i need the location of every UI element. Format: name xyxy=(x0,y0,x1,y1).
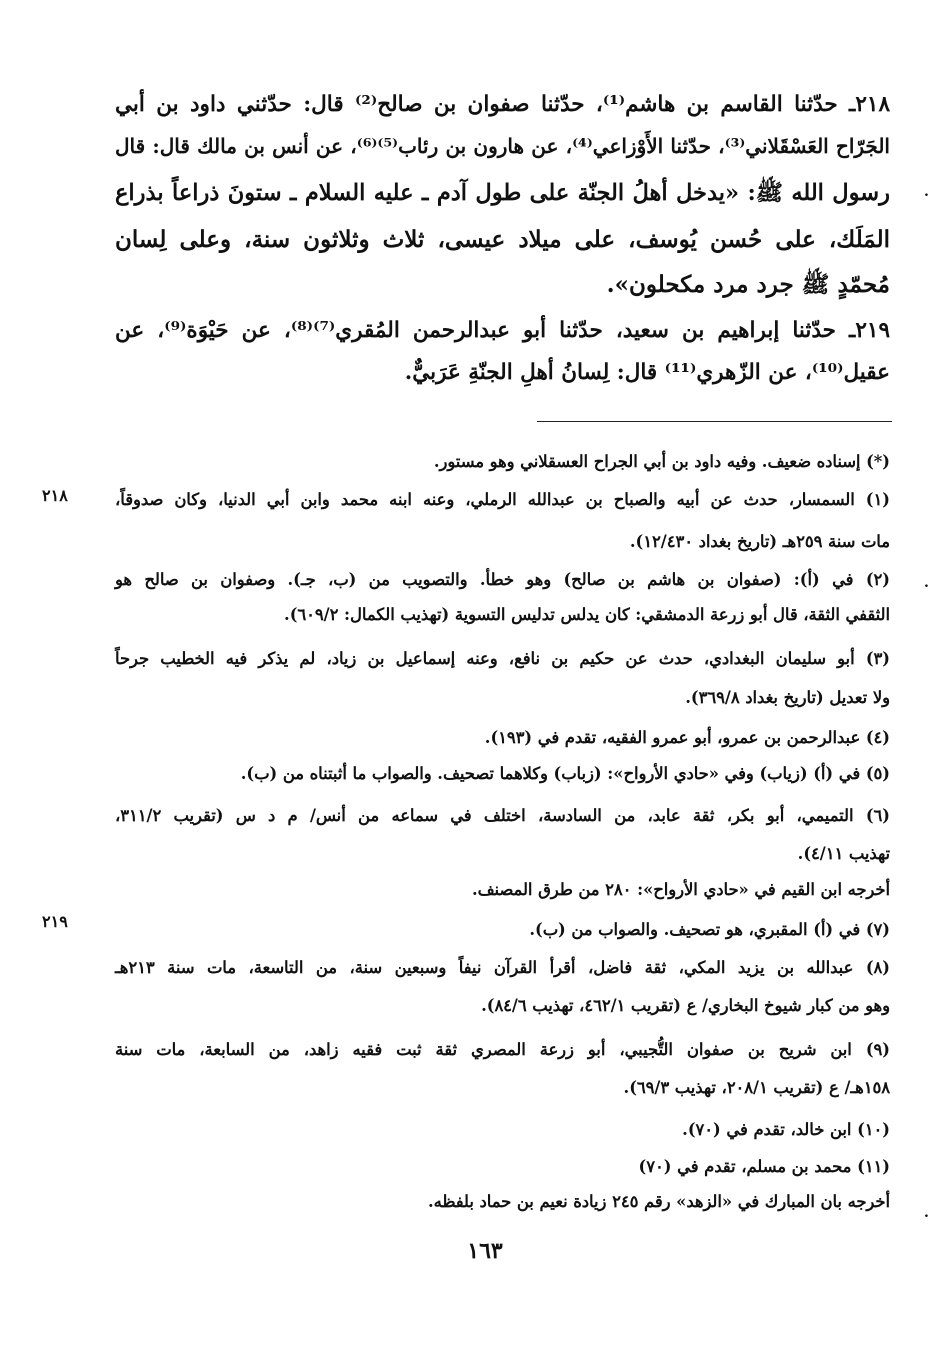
hadith-218-line-3: رسول الله ﷺ: «يدخل أهلُ الجنّة على طول آدم ـ عليه السلام ـ ستونَ ذراعاً بذراع xyxy=(115,180,890,206)
hadith-218-line-2: الجَرّاح العَسْقَلاني⁽³⁾، حدّثنا الأَوْزاعي⁽⁴⁾، عن هارون بن رئاب⁽⁵⁾⁽⁶⁾، عن أنس بن مالك قال: قال xyxy=(115,134,890,158)
footnote-1-line-2: مات سنة ٢٥٩هـ (تاريخ بغداد ١٢/٤٣٠). xyxy=(629,532,890,551)
hadith-218-line-1: ٢١٨ـ حدّثنا القاسم بن هاشم⁽¹⁾، حدّثنا صفوان بن صالح⁽²⁾ قال: حدّثني داود بن أبي xyxy=(115,92,890,117)
footnote-4: (٤) عبدالرحمن بن عمرو، أبو عمرو الفقيه، تقدم في (١٩٣). xyxy=(484,728,890,747)
footnote-11: (١١) محمد بن مسلم، تقدم في (٧٠) xyxy=(638,1157,890,1176)
margin-mark: . xyxy=(924,1205,929,1221)
page-number: ١٦٣ xyxy=(467,1238,503,1264)
hadith-219-line-1: ٢١٩ـ حدّثنا إبراهيم بن سعيد، حدّثنا أبو عبدالرحمن المُقري⁽⁷⁾⁽⁸⁾، عن حَيْوَة⁽⁹⁾، عن xyxy=(115,318,890,343)
margin-number-219: ٢١٩ xyxy=(42,912,68,931)
footnote-separator xyxy=(537,421,892,422)
footnote-2-line-2: الثقفي الثقة، قال أبو زرعة الدمشقي: كان يدلس تدليس التسوية (تهذيب الكمال: ٦٠٩/٢). xyxy=(284,605,890,624)
margin-mark: . xyxy=(924,575,929,591)
footnote-1-line-1: (١) السمسار، حدث عن أبيه والصباح بن عبدالله الرملي، وعنه ابنه محمد وابن أبي الدنيا، وكان صدوقاً، xyxy=(115,490,890,509)
footnote-3-line-1: (٣) أبو سليمان البغدادي، حدث عن حكيم بن نافع، وعنه إسماعيل بن زياد، لم يذكر فيه الخطيب جرحاً xyxy=(115,649,890,668)
footnote-8-line-2: وهو من كبار شيوخ البخاري/ ع (تقريب ٤٦٢/١، تهذيب ٨٤/٦). xyxy=(481,996,890,1015)
footnote-takhrij-219: أخرجه بان المبارك في «الزهد» رقم ٢٤٥ زيادة نعيم بن حماد بلفظه. xyxy=(427,1192,890,1211)
footnote-9-line-2: ١٥٨هـ/ ع (تقريب ٢٠٨/١، تهذيب ٦٩/٣). xyxy=(623,1078,890,1097)
footnote-8-line-1: (٨) عبدالله بن يزيد المكي، ثقة فاضل، أقرأ القرآن نيفاً وسبعين سنة، من التاسعة، مات سنة ٢١٣هـ xyxy=(115,958,890,977)
footnote-takhrij-218: أخرجه ابن القيم في «حادي الأرواح»: ٢٨٠ من طرق المصنف. xyxy=(472,880,890,899)
hadith-218-line-4: المَلَك، على حُسن يُوسف، على ميلاد عيسى، ثلاث وثلاثون سنة، وعلى لِسان xyxy=(115,226,890,253)
footnote-6-line-1: (٦) التميمي، أبو بكر، ثقة عابد، من السادسة، اختلف في سماعه من أنس/ م د س (تقريب ٣١١/٢، xyxy=(115,806,890,825)
footnote-star: (*) إسناده ضعيف. وفيه داود بن أبي الجراح العسقلاني وهو مستور. xyxy=(433,452,890,471)
footnote-10: (١٠) ابن خالد، تقدم في (٧٠). xyxy=(682,1120,890,1139)
footnote-7: (٧) في (أ) المقبري، هو تصحيف. والصواب من (ب). xyxy=(529,920,890,939)
hadith-218-line-5: مُحمّدٍ ﷺ جرد مرد مكحلون». xyxy=(606,271,890,298)
footnote-6-line-2: تهذيب ٤/١١). xyxy=(797,844,890,863)
margin-number-218: ٢١٨ xyxy=(42,486,68,505)
footnote-3-line-2: ولا تعديل (تاريخ بغداد ٣٦٩/٨). xyxy=(685,688,890,707)
footnote-2-line-1: (٢) في (أ): (صفوان بن هاشم بن صالح) وهو خطأ. والتصويب من (ب، جـ). وصفوان بن صالح هو xyxy=(115,570,890,589)
footnote-5: (٥) في (أ) (زياب) وفي «حادي الأرواح»: (زباب) وكلاهما تصحيف. والصواب ما أثبتناه من (ب). xyxy=(240,764,890,783)
hadith-219-line-2: عقيل⁽¹⁰⁾، عن الزّهري⁽¹¹⁾ قال: لِسانُ أهلِ الجنّةِ عَرَبيٌّ. xyxy=(404,360,890,385)
margin-mark: . xyxy=(924,184,929,200)
footnote-9-line-1: (٩) ابن شريح بن صفوان التُّجيبي، أبو زرعة المصري ثقة ثبت فقيه زاهد، من السابعة، مات سنة xyxy=(115,1040,890,1059)
